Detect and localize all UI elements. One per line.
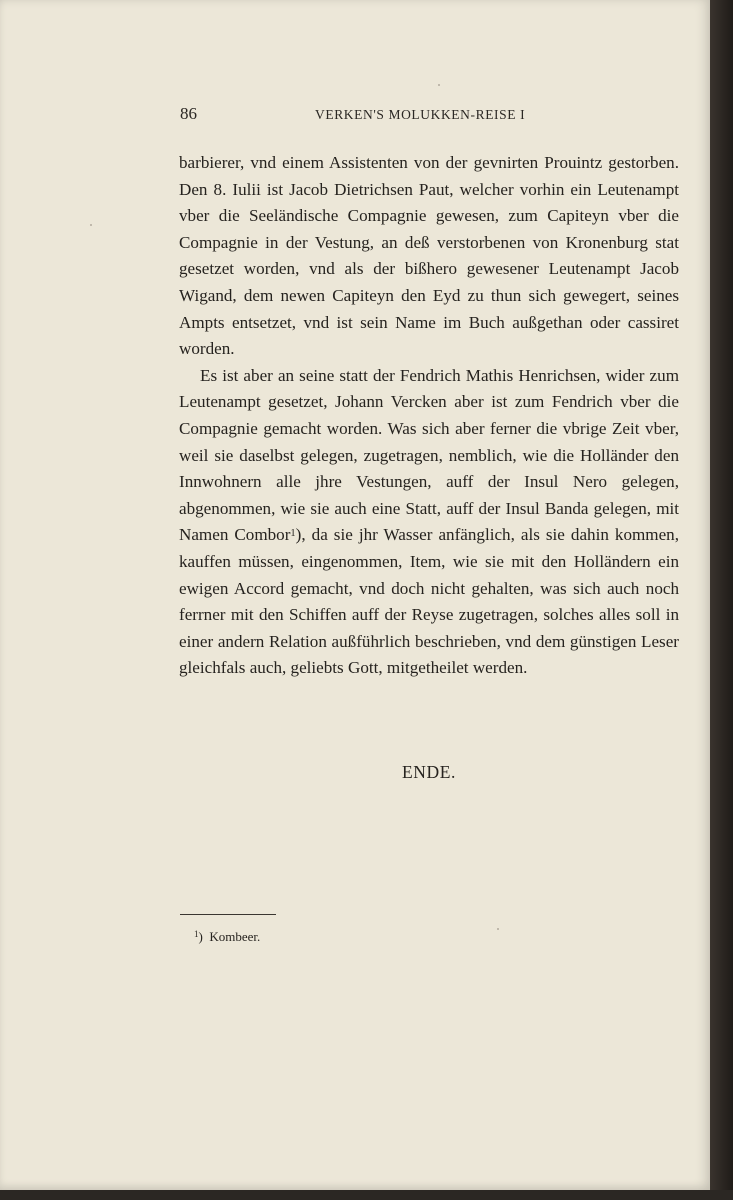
paper-speck xyxy=(438,84,440,86)
page-header xyxy=(180,104,680,134)
paragraph-2-part-a: Es ist aber an seine statt der Fendrich Mathis Henrichsen, wider zum Leutenampt gesetzet, Johann Vercken aber ist zum Fendrich vber die Compagnie gemacht worden. Was sich aber ferner die vbrige Zeit vber, weil sie daselbst gelegen, zugetragen, nemblich, wie die Holländer den Innwohnern alle jhre Vestungen, auff der Insul Nero gelegen, abgenommen, wie sie auch eine Statt, auff der Insul Banda gelegen, mit Namen Combor xyxy=(179,365,679,545)
footnote-reference[interactable]: 1 xyxy=(290,528,296,540)
paper-speck xyxy=(497,928,499,930)
footnote xyxy=(194,929,260,945)
footnote-marker-close: ) xyxy=(198,929,203,944)
body-text xyxy=(179,150,679,682)
page-edge-shadow xyxy=(710,0,733,1190)
running-title: VERKEN'S MOLUKKEN-REISE I xyxy=(315,107,526,122)
paragraph-2-part-b: ), da sie jhr Wasser anfänglich, als sie dahin kommen, kauffen müssen, eingenommen, Item, wie sie mit den Holländern ein ewigen Accord gemacht, vnd doch nicht gehalten, was sich auch noch ferrner mit den Schiffen auff der Reyse zugetragen, solches alles soll in einer andern Relation außführlich beschrieben, vnd dem günstigen Leser gleichfals auch, geliebts Gott, mitgetheilet werden. xyxy=(179,525,680,678)
paper-speck xyxy=(90,224,92,226)
footnote-text: Kombeer. xyxy=(209,929,261,944)
footnote-marker: 1 xyxy=(194,929,199,939)
end-mark: ENDE. xyxy=(401,762,457,782)
paragraph-1: barbierer, vnd einem Assistenten von der gevnirten Prouintz gestorben. Den 8. Iulii ist Jacob Dietrichsen Paut, welcher vorhin ein Leutenampt vber die Seeländische Compagnie gewesen, zum Capiteyn vber die Compagnie in der Vestung, an deß verstorbenen von Kronenburg stat gesetzet worden, vnd als der bißhero gewesener Leutenampt Jacob Wigand, dem newen Capiteyn den Eyd zu thun sich gewegert, seines Ampts entsetzet, vnd ist sein Name im Buch außgethan oder cassiret worden. xyxy=(179,153,679,359)
page-number: 86 xyxy=(180,104,197,123)
footnote-divider xyxy=(180,914,276,915)
paragraph-2 xyxy=(179,363,679,682)
